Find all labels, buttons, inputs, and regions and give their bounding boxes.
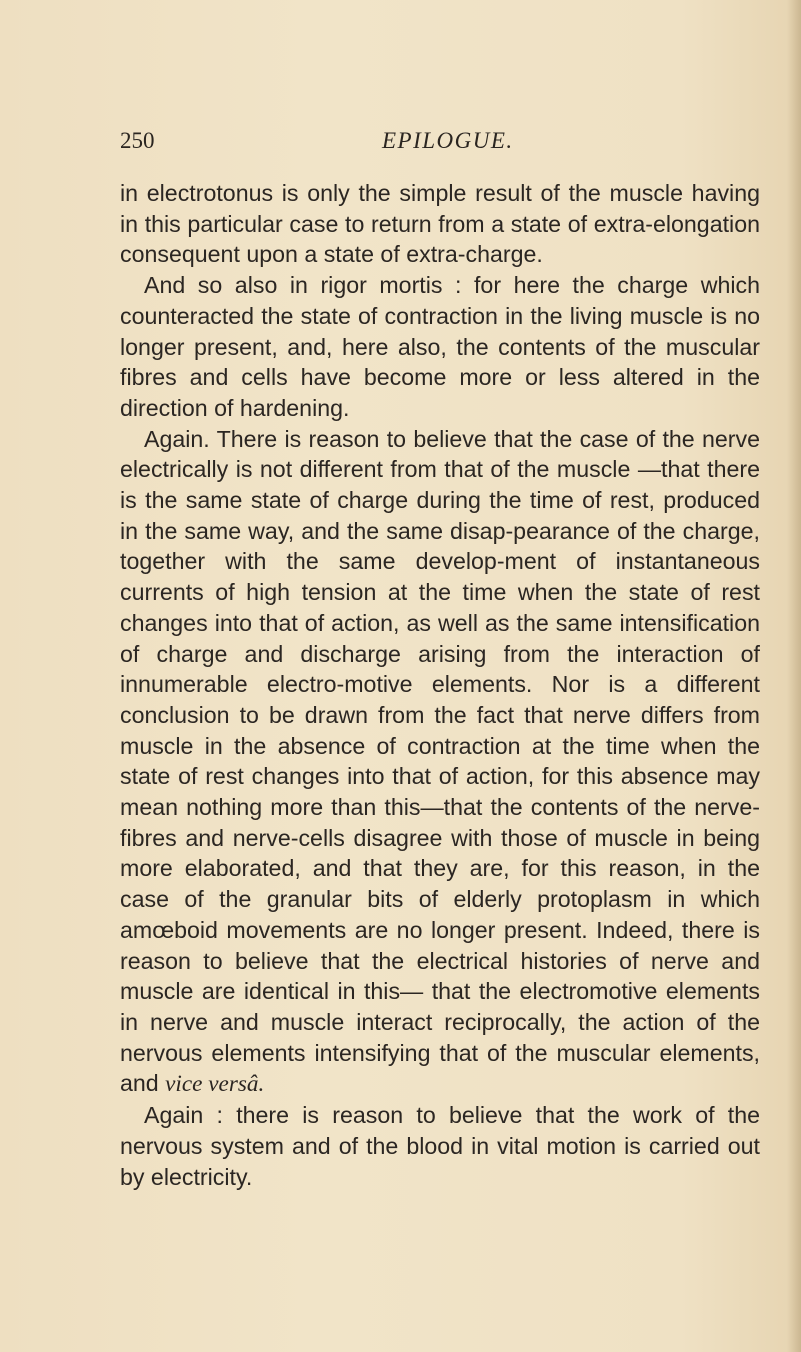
page-edge-shadow (787, 0, 801, 1352)
paragraph-blood: Again : there is reason to believe that the work of the nervous system and of the blood in vital motion is carried out by electricity. (120, 1102, 760, 1190)
paragraph-continuation: in electrotonus is only the simple result of the muscle having in this particular case to return from a state of extra-elongation consequent upon a state of extra-charge. (120, 180, 760, 268)
paragraph-nerve-text: Again. There is reason to believe that the case of the nerve electrically is not different from that of the muscle —that there is the same state of charge during the time of rest, produced in the same way, and the same disap-pearance of the charge, together with the same develop-ment of instantaneous currents of high tension at the time when the state of rest changes into that of action, as well as the same intensification of charge and discharge arising from the interaction of innumerable electro-motive elements. Nor is a different conclusion to be drawn from the fact that nerve differs from muscle in the absence of contraction at the time when the state of rest changes into that of action, for this absence may mean nothing more than this—that the contents of the nerve-fibres and nerve-cells disagree with those of muscle in being more elaborated, and that they are, for this reason, in the case of the granular bits of elderly protoplasm in which amœboid movements are no longer present. Indeed, there is reason to believe that the electrical histories of nerve and muscle are identical in this— that the electromotive elements in nerve and muscle interact reciprocally, the action of the nervous elements intensifying that of the muscular elements, and (120, 425, 760, 1097)
page-number: 250 (120, 128, 155, 153)
running-head (120, 128, 760, 158)
italic-vice-versa: vice versâ. (165, 1071, 265, 1098)
paragraph-rigor-mortis: And so also in rigor mortis : for here the charge which counteracted the state of contraction in the living muscle is no longer present, and, here also, the contents of the muscular fibres and cells have become more or less altered in the direction of hardening. (120, 272, 760, 421)
body-text (120, 178, 760, 1192)
paragraph-nerve (120, 424, 760, 1100)
running-title: EPILOGUE. (382, 128, 514, 153)
